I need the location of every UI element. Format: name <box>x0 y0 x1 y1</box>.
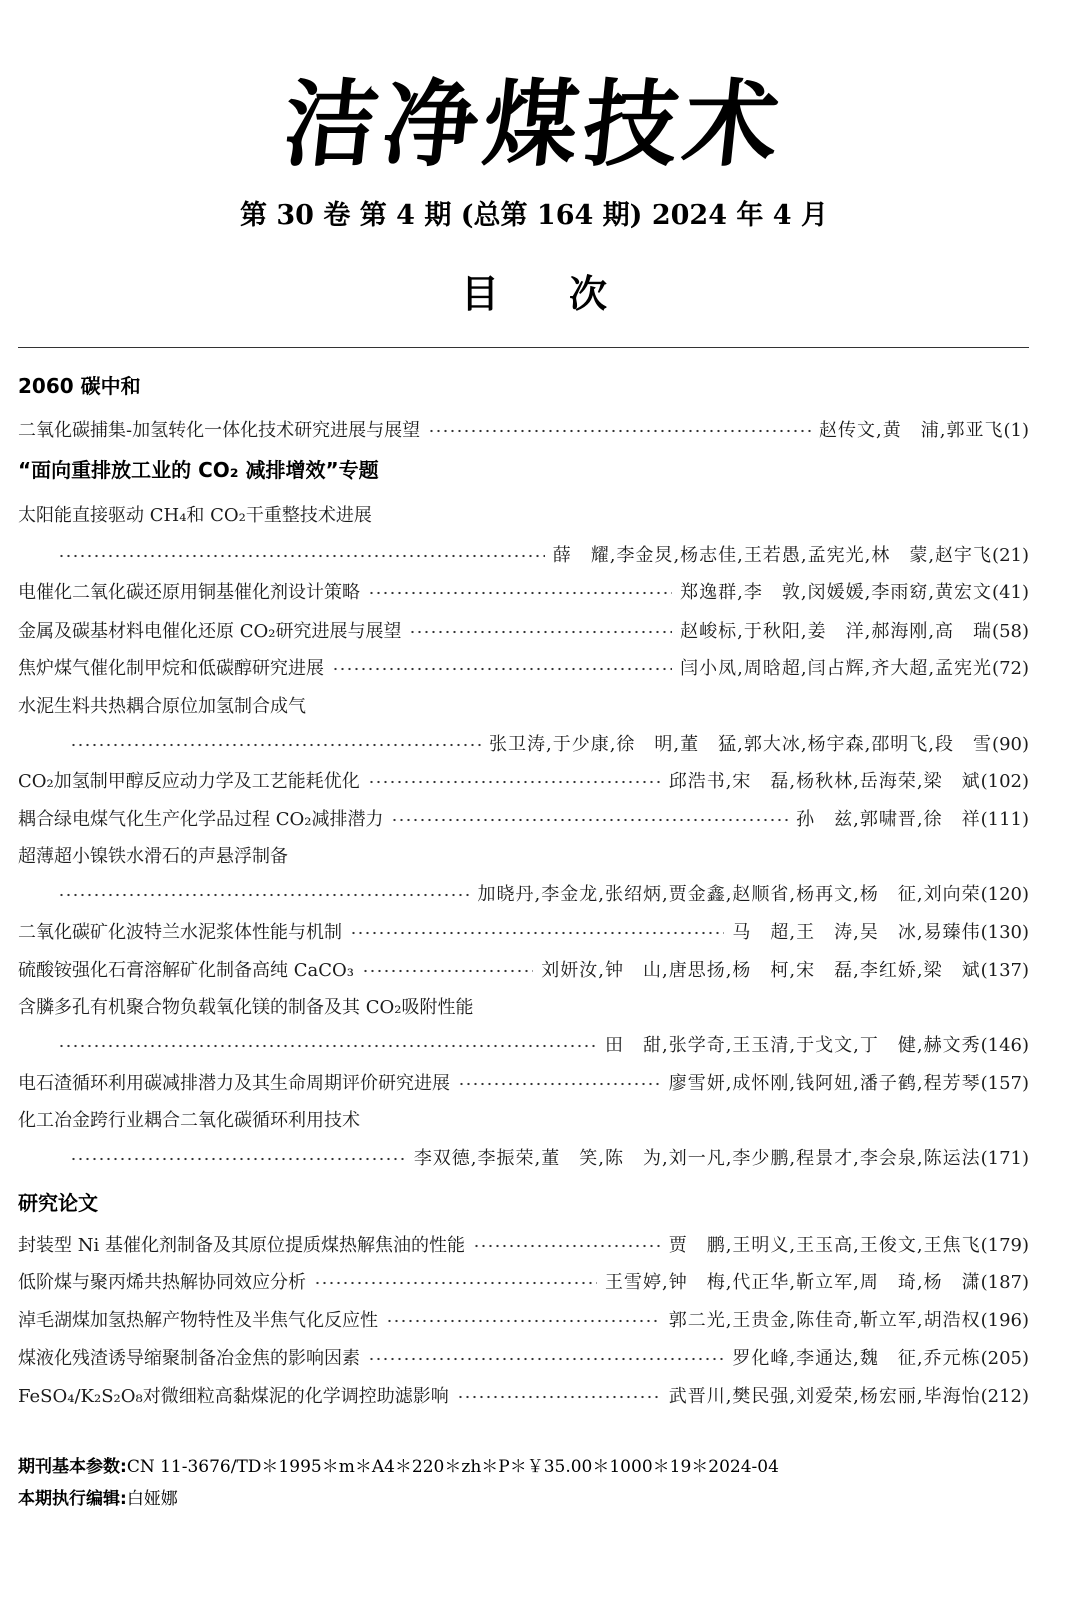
toc-entry[interactable] <box>18 617 1029 647</box>
article-page: (120) <box>980 884 1029 905</box>
article-authors: 贾 鹏,王明义,王玉高,王俊文,王焦飞 <box>668 1235 981 1256</box>
section-heading: 研究论文 <box>18 1191 98 1215</box>
article-title: 硫酸铵强化石膏溶解矿化制备高纯 CaCO₃ <box>18 960 354 981</box>
article-page: (171) <box>980 1148 1029 1169</box>
article-authors: 郭二光,王贵金,陈佳奇,靳立军,胡浩权 <box>668 1310 981 1331</box>
editor-value: 白娅娜 <box>126 1489 178 1509</box>
article-title: 电催化二氧化碳还原用铜基催化剂设计策略 <box>18 582 360 603</box>
article-page: (111) <box>980 809 1029 830</box>
journal-parameters <box>18 1454 779 1480</box>
article-page: (137) <box>980 960 1029 981</box>
article-page: (21) <box>992 545 1029 566</box>
toc-entry-continuation[interactable] <box>50 880 1029 910</box>
article-title[interactable]: 太阳能直接驱动 CH₄和 CO₂干重整技术进展 <box>18 505 372 526</box>
article-page: (72) <box>992 658 1029 679</box>
dot-leader <box>368 591 672 595</box>
article-authors: 廖雪妍,成怀刚,钱阿妞,潘子鹤,程芳琴 <box>668 1073 981 1094</box>
dot-leader <box>391 818 788 822</box>
dot-leader <box>368 780 661 784</box>
params-label: 期刊基本参数: <box>18 1457 127 1477</box>
article-page: (41) <box>992 582 1029 603</box>
article-authors: 刘妍汝,钟 山,唐思扬,杨 柯,宋 磊,李红娇,梁 斌 <box>541 960 981 981</box>
toc-entry[interactable] <box>18 918 1029 948</box>
article-title: FeSO₄/K₂S₂O₈对微细粒高黏煤泥的化学调控助滤影响 <box>18 1386 449 1407</box>
issue-info: 第 30 卷 第 4 期 (总第 164 期) 2024 年 4 月 <box>239 200 828 231</box>
toc-entry[interactable] <box>18 654 1029 684</box>
article-authors: 张卫涛,于少康,徐 明,董 猛,郭大冰,杨宇森,邵明飞,段 雪 <box>488 734 993 755</box>
article-title: 低阶煤与聚丙烯共热解协同效应分析 <box>18 1272 306 1293</box>
article-authors: 郑逸群,李 敦,闵媛媛,李雨窈,黄宏文 <box>680 582 993 603</box>
article-page: (196) <box>980 1310 1029 1331</box>
article-page: (90) <box>992 734 1029 755</box>
article-page: (187) <box>980 1272 1029 1293</box>
dot-leader <box>386 1319 661 1323</box>
article-page: (58) <box>992 621 1029 642</box>
article-authors: 武晋川,樊民强,刘爱荣,杨宏丽,毕海怡 <box>668 1386 981 1407</box>
dot-leader <box>457 1395 661 1399</box>
dot-leader <box>368 1357 724 1361</box>
article-page: (146) <box>980 1035 1029 1056</box>
toc-entry[interactable] <box>18 1344 1029 1374</box>
article-page: (157) <box>980 1073 1029 1094</box>
article-page: (1) <box>1003 420 1029 441</box>
article-authors: 田 甜,张学奇,王玉清,于戈文,丁 健,赫文秀 <box>604 1035 981 1056</box>
dot-leader <box>332 667 672 671</box>
dot-leader <box>70 1157 406 1161</box>
params-value: CN 11-3676/TD＊1995＊m＊A4＊220＊zh＊P＊￥35.00＊1000＊19＊2024-04 <box>126 1457 779 1477</box>
editor-label: 本期执行编辑: <box>18 1489 127 1509</box>
toc-entry[interactable] <box>18 1069 1029 1099</box>
dot-leader <box>58 1044 597 1048</box>
section-heading: “面向重排放工业的 CO₂ 减排增效”专题 <box>18 458 379 482</box>
toc-title: 目次 <box>460 272 677 316</box>
dot-leader <box>58 554 545 558</box>
article-title[interactable]: 超薄超小镍铁水滑石的声悬浮制备 <box>18 846 288 867</box>
article-page: (212) <box>980 1386 1029 1407</box>
article-authors: 赵峻标,于秋阳,姜 洋,郝海刚,高 瑞 <box>680 621 993 642</box>
article-authors: 薛 耀,李金炅,杨志佳,王若愚,孟宪光,林 蒙,赵宇飞 <box>552 545 993 566</box>
article-title[interactable]: 水泥生料共热耦合原位加氢制合成气 <box>18 696 306 717</box>
article-authors: 闫小凤,周晗超,闫占辉,齐大超,孟宪光 <box>680 658 993 679</box>
article-title: 耦合绿电煤气化生产化学品过程 CO₂减排潜力 <box>18 809 384 830</box>
toc-entry-continuation[interactable] <box>62 1144 1029 1174</box>
article-title: 金属及碳基材料电催化还原 CO₂研究进展与展望 <box>18 621 402 642</box>
toc-entry[interactable] <box>18 1231 1029 1261</box>
article-title: 电石渣循环利用碳减排潜力及其生命周期评价研究进展 <box>18 1073 450 1094</box>
article-authors: 邱浩书,宋 磊,杨秋林,岳海荣,梁 斌 <box>668 771 981 792</box>
article-page: (130) <box>980 922 1029 943</box>
section-heading: 2060 碳中和 <box>18 374 141 398</box>
article-page: (179) <box>980 1235 1029 1256</box>
article-title: 二氧化碳矿化波特兰水泥浆体性能与机制 <box>18 922 342 943</box>
article-authors: 罗化峰,李通达,魏 征,乔元栋 <box>732 1348 981 1369</box>
toc-entry-continuation[interactable] <box>50 1031 1029 1061</box>
toc-entry[interactable] <box>18 578 1029 608</box>
toc-entry[interactable] <box>18 1306 1029 1336</box>
article-page: (205) <box>980 1348 1029 1369</box>
toc-entry[interactable] <box>18 1268 1029 1298</box>
article-authors: 赵传文,黄 浦,郭亚飞 <box>819 420 1004 441</box>
toc-entry[interactable] <box>18 805 1029 835</box>
article-authors: 马 超,王 涛,吴 冰,易臻伟 <box>732 922 981 943</box>
article-title: 封装型 Ni 基催化剂制备及其原位提质煤热解焦油的性能 <box>18 1235 465 1256</box>
dot-leader <box>473 1244 661 1248</box>
article-title[interactable]: 含膦多孔有机聚合物负载氧化镁的制备及其 CO₂吸附性能 <box>18 997 474 1018</box>
dot-leader <box>70 743 481 747</box>
toc-entry[interactable] <box>18 956 1029 986</box>
dot-leader <box>409 630 672 634</box>
article-authors: 李双德,李振荣,董 笑,陈 为,刘一凡,李少鹏,程景才,李会泉,陈运法 <box>413 1148 981 1169</box>
header-divider <box>18 347 1029 348</box>
article-title: 煤液化残渣诱导缩聚制备冶金焦的影响因素 <box>18 1348 360 1369</box>
dot-leader <box>58 893 470 897</box>
toc-entry-continuation[interactable] <box>50 541 1029 571</box>
article-page: (102) <box>980 771 1029 792</box>
article-title: 二氧化碳捕集-加氢转化一体化技术研究进展与展望 <box>18 420 421 441</box>
dot-leader <box>350 931 724 935</box>
dot-leader <box>428 429 811 433</box>
toc-entry[interactable] <box>18 1382 1029 1412</box>
dot-leader <box>314 1281 597 1285</box>
toc-entry[interactable] <box>18 416 1029 446</box>
toc-entry[interactable] <box>18 767 1029 797</box>
journal-logo: 洁净煤技术 <box>278 70 790 180</box>
article-authors: 孙 兹,郭啸晋,徐 祥 <box>796 809 981 830</box>
dot-leader <box>458 1082 661 1086</box>
dot-leader <box>362 969 533 973</box>
article-title[interactable]: 化工冶金跨行业耦合二氧化碳循环利用技术 <box>18 1110 360 1131</box>
toc-entry-continuation[interactable] <box>62 730 1029 760</box>
article-title: 淖毛湖煤加氢热解产物特性及半焦气化反应性 <box>18 1310 378 1331</box>
article-title: CO₂加氢制甲醇反应动力学及工艺能耗优化 <box>18 771 360 792</box>
executive-editor <box>18 1486 178 1512</box>
article-authors: 加晓丹,李金龙,张绍炳,贾金鑫,赵顺省,杨再文,杨 征,刘向荣 <box>477 884 981 905</box>
article-authors: 王雪婷,钟 梅,代正华,靳立军,周 琦,杨 潇 <box>604 1272 981 1293</box>
article-title: 焦炉煤气催化制甲烷和低碳醇研究进展 <box>18 658 324 679</box>
